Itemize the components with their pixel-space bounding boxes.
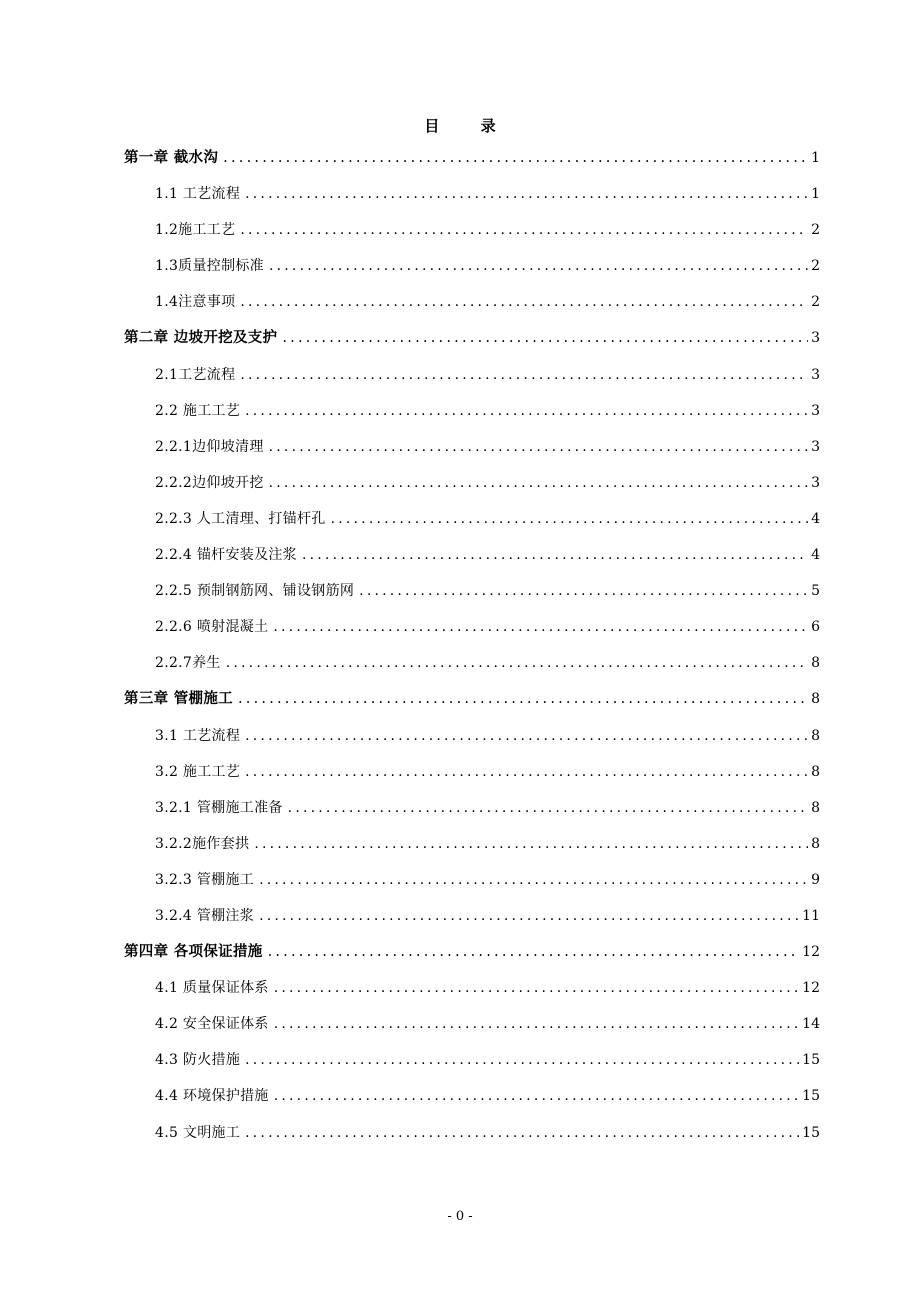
toc-entry-title: 3.2.3 管棚施工 xyxy=(155,871,255,888)
dot-leader xyxy=(268,938,800,966)
dot-leader xyxy=(245,397,808,425)
toc-entry[interactable] xyxy=(124,938,820,974)
toc-entry-title: 3.2 施工工艺 xyxy=(155,763,241,780)
toc-entry-title: 1.2施工工艺 xyxy=(155,222,236,239)
toc-entry-page-number: 12 xyxy=(802,980,820,997)
toc-entry-page-number: 2 xyxy=(811,222,820,239)
toc-entry-page-number: 15 xyxy=(802,1088,820,1105)
toc-entry-page-number: 9 xyxy=(811,871,820,888)
toc-entry[interactable] xyxy=(124,902,820,938)
dot-leader xyxy=(240,216,808,244)
toc-entry-page-number: 15 xyxy=(802,1124,820,1141)
dot-leader xyxy=(274,1082,799,1110)
toc-entry-title: 2.2.3 人工清理、打锚杆孔 xyxy=(155,510,326,527)
toc-entry-title: 第四章 各项保证措施 xyxy=(124,943,263,961)
dot-leader xyxy=(269,252,808,280)
dot-leader xyxy=(259,902,799,930)
toc-entry[interactable] xyxy=(124,577,820,613)
toc-entry-page-number: 8 xyxy=(811,655,820,672)
dot-leader xyxy=(245,180,808,208)
dot-leader xyxy=(273,613,808,641)
toc-entry[interactable] xyxy=(124,216,820,252)
toc-entry-title: 3.1 工艺流程 xyxy=(155,727,241,744)
toc-entry-page-number: 8 xyxy=(811,799,820,816)
toc-entry-page-number: 4 xyxy=(811,547,820,564)
toc-entry-page-number: 8 xyxy=(811,727,820,744)
page-number-footer: - 0 - xyxy=(447,1209,473,1224)
toc-entry[interactable] xyxy=(124,469,820,505)
toc-entry[interactable] xyxy=(124,288,820,324)
toc-entry-page-number: 2 xyxy=(811,258,820,275)
toc-entry-title: 第三章 管棚施工 xyxy=(124,690,233,708)
toc-entry-page-number: 5 xyxy=(811,583,820,600)
dot-leader xyxy=(359,577,808,605)
dot-leader xyxy=(240,288,808,316)
dot-leader xyxy=(238,685,808,713)
toc-entry-title: 2.1工艺流程 xyxy=(155,366,236,383)
dot-leader xyxy=(245,1119,799,1147)
toc-entry-page-number: 4 xyxy=(811,510,820,527)
page-title: 目 录 xyxy=(424,117,514,135)
dot-leader xyxy=(223,144,808,172)
toc-entry-title: 2.2.4 锚杆安装及注浆 xyxy=(155,547,297,564)
toc-entry[interactable] xyxy=(124,505,820,541)
toc-entry-page-number: 3 xyxy=(811,474,820,491)
toc-entry-title: 1.4注意事项 xyxy=(155,294,236,311)
toc-entry-page-number: 14 xyxy=(802,1016,820,1033)
toc-entry-page-number: 8 xyxy=(811,835,820,852)
toc-entry[interactable] xyxy=(124,866,820,902)
dot-leader xyxy=(269,433,808,461)
dot-leader xyxy=(259,866,808,894)
toc-entry-page-number: 3 xyxy=(811,438,820,455)
toc-entry[interactable] xyxy=(124,1046,820,1082)
toc-entry-page-number: 3 xyxy=(811,402,820,419)
dot-leader xyxy=(254,830,808,858)
table-of-contents xyxy=(124,144,820,1155)
toc-entry-title: 2.2 施工工艺 xyxy=(155,402,241,419)
toc-entry-title: 4.5 文明施工 xyxy=(155,1124,241,1141)
toc-entry[interactable] xyxy=(124,144,820,180)
dot-leader xyxy=(282,324,808,352)
toc-entry-title: 2.2.1边仰坡清理 xyxy=(155,438,264,455)
toc-entry-title: 2.2.6 喷射混凝土 xyxy=(155,619,269,636)
toc-entry[interactable] xyxy=(124,397,820,433)
dot-leader xyxy=(274,974,799,1002)
toc-entry-page-number: 15 xyxy=(802,1052,820,1069)
toc-entry-title: 2.2.2边仰坡开挖 xyxy=(155,474,264,491)
dot-leader xyxy=(274,1010,799,1038)
dot-leader xyxy=(288,794,808,822)
toc-entry-title: 1.3质量控制标准 xyxy=(155,258,264,275)
toc-entry[interactable] xyxy=(124,1010,820,1046)
toc-entry-page-number: 3 xyxy=(811,366,820,383)
toc-entry[interactable] xyxy=(124,649,820,685)
toc-entry[interactable] xyxy=(124,974,820,1010)
toc-entry-title: 3.2.4 管棚注浆 xyxy=(155,907,255,924)
dot-leader xyxy=(269,469,808,497)
toc-entry[interactable] xyxy=(124,722,820,758)
dot-leader xyxy=(240,361,808,389)
toc-entry[interactable] xyxy=(124,1082,820,1118)
toc-entry[interactable] xyxy=(124,830,820,866)
toc-entry-title: 3.2.1 管棚施工准备 xyxy=(155,799,283,816)
toc-entry-page-number: 2 xyxy=(811,294,820,311)
toc-entry-page-number: 11 xyxy=(802,907,820,924)
toc-entry-title: 3.2.2施作套拱 xyxy=(155,835,250,852)
toc-entry-page-number: 3 xyxy=(811,330,820,347)
dot-leader xyxy=(245,1046,799,1074)
toc-entry-title: 2.2.5 预制钢筋网、铺设钢筋网 xyxy=(155,583,355,600)
toc-entry-title: 2.2.7养生 xyxy=(155,655,221,672)
dot-leader xyxy=(331,505,809,533)
toc-entry-page-number: 8 xyxy=(811,763,820,780)
dot-leader xyxy=(245,722,808,750)
toc-entry-title: 4.2 安全保证体系 xyxy=(155,1016,269,1033)
toc-entry[interactable] xyxy=(124,613,820,649)
toc-entry[interactable] xyxy=(124,541,820,577)
dot-leader xyxy=(226,649,808,677)
toc-entry-page-number: 1 xyxy=(811,186,820,203)
toc-entry-page-number: 1 xyxy=(811,150,820,166)
toc-entry-page-number: 6 xyxy=(811,619,820,636)
toc-entry[interactable] xyxy=(124,252,820,288)
toc-entry[interactable] xyxy=(124,180,820,216)
toc-entry-page-number: 12 xyxy=(802,944,820,961)
toc-entry-title: 1.1 工艺流程 xyxy=(155,186,241,203)
toc-entry-title: 4.4 环境保护措施 xyxy=(155,1088,269,1105)
dot-leader xyxy=(245,758,808,786)
toc-entry-title: 4.3 防火措施 xyxy=(155,1052,241,1069)
toc-entry[interactable] xyxy=(124,685,820,721)
toc-entry-title: 4.1 质量保证体系 xyxy=(155,980,269,997)
toc-entry[interactable] xyxy=(124,324,820,360)
toc-entry-title: 第一章 截水沟 xyxy=(124,149,219,166)
dot-leader xyxy=(302,541,808,569)
toc-entry[interactable] xyxy=(124,794,820,830)
toc-entry[interactable] xyxy=(124,433,820,469)
toc-entry[interactable] xyxy=(124,361,820,397)
toc-entry[interactable] xyxy=(124,1119,820,1155)
toc-entry-title: 第二章 边坡开挖及支护 xyxy=(124,329,278,347)
toc-entry-page-number: 8 xyxy=(811,691,820,708)
toc-entry[interactable] xyxy=(124,758,820,794)
